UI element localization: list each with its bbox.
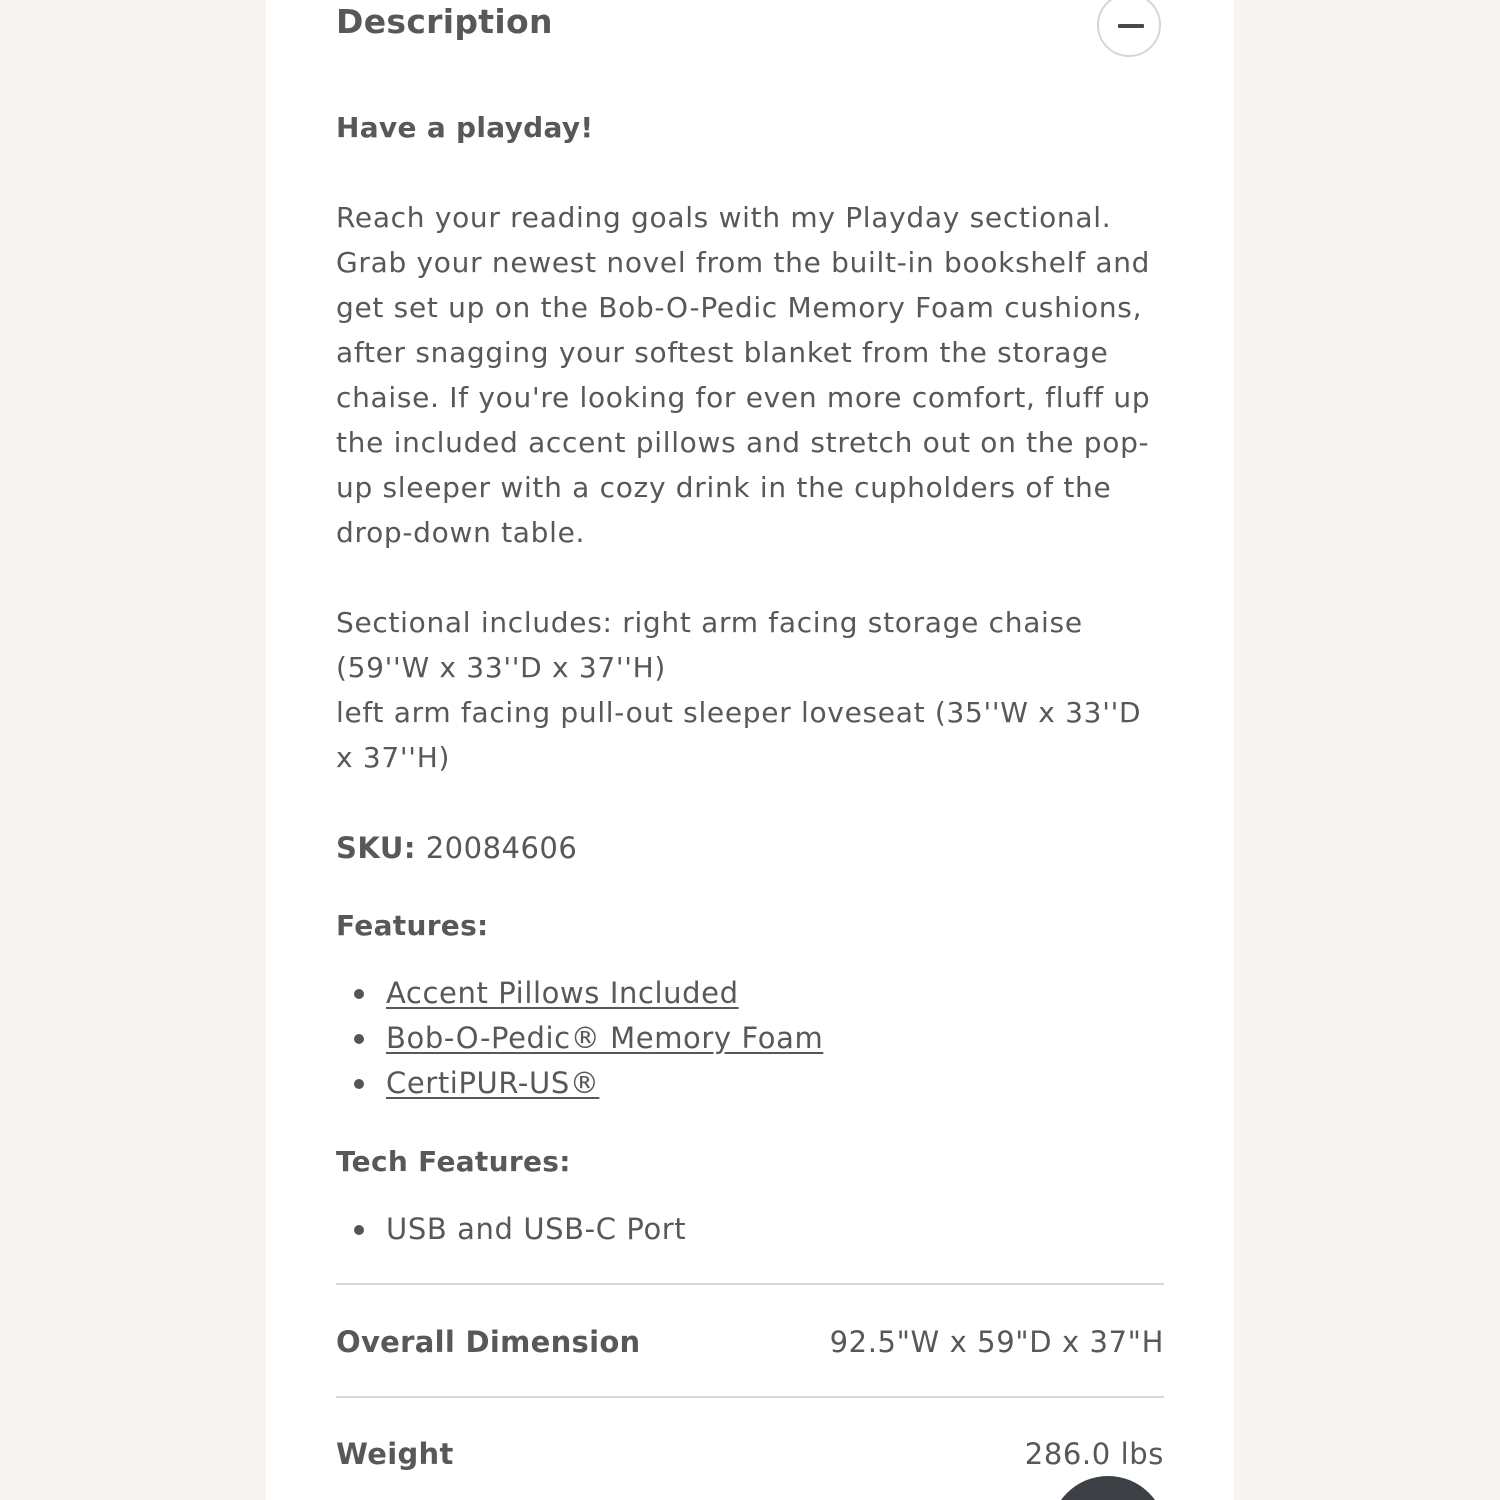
list-item — [336, 1207, 686, 1252]
list-item — [336, 1016, 823, 1061]
list-item — [336, 1061, 823, 1106]
spec-row-weight — [336, 1432, 1164, 1476]
sectional-includes-line: left arm facing pull-out sleeper loveseat (35''W x 33''D x 37''H) — [336, 696, 1142, 774]
divider — [336, 1283, 1164, 1285]
sku-value: 20084606 — [425, 831, 578, 865]
description-panel — [266, 0, 1234, 1500]
feature-link-accent-pillows[interactable]: Accent Pillows Included — [386, 976, 739, 1010]
tech-features-heading: Tech Features: — [336, 1145, 571, 1178]
minus-icon — [1118, 24, 1144, 28]
collapse-button[interactable] — [1097, 0, 1161, 57]
spec-value: 286.0 lbs — [1024, 1437, 1164, 1471]
divider — [336, 1396, 1164, 1398]
description-tagline: Have a playday! — [336, 111, 594, 144]
tech-feature-usb: USB and USB-C Port — [386, 1212, 687, 1246]
spec-row-overall-dimension — [336, 1320, 1164, 1364]
tech-features-list — [336, 1207, 686, 1252]
bullet-icon — [354, 989, 364, 999]
chat-button[interactable] — [1050, 1476, 1166, 1500]
bullet-icon — [354, 1034, 364, 1044]
sku-label: SKU: — [336, 831, 416, 865]
description-paragraph: Reach your reading goals with my Playday sectional. Grab your newest novel from the built-in bookshelf and get set up on the Bob-O-Pedic Memory Foam cushions, after snagging your softest blanket from the storage chaise. If you're looking for even more comfort, fluff up the included accent pillows and stretch out on the pop-up sleeper with a cozy drink in the cupholders of the drop-down table. — [336, 201, 1151, 549]
spec-value: 92.5"W x 59"D x 37"H — [829, 1325, 1164, 1359]
feature-link-memory-foam[interactable]: Bob-O-Pedic® Memory Foam — [386, 1021, 824, 1055]
spec-label: Weight — [336, 1437, 454, 1471]
sectional-includes — [336, 600, 1166, 780]
sku — [336, 828, 577, 868]
features-heading: Features: — [336, 909, 489, 942]
bullet-icon — [354, 1225, 364, 1235]
features-list — [336, 971, 823, 1106]
spec-label: Overall Dimension — [336, 1325, 641, 1359]
accordion-title: Description — [336, 2, 553, 41]
list-item — [336, 971, 823, 1016]
bullet-icon — [354, 1079, 364, 1089]
sectional-includes-line: Sectional includes: right arm facing storage chaise (59''W x 33''D x 37''H) — [336, 606, 1083, 684]
feature-link-certipur[interactable]: CertiPUR-US® — [386, 1066, 600, 1100]
